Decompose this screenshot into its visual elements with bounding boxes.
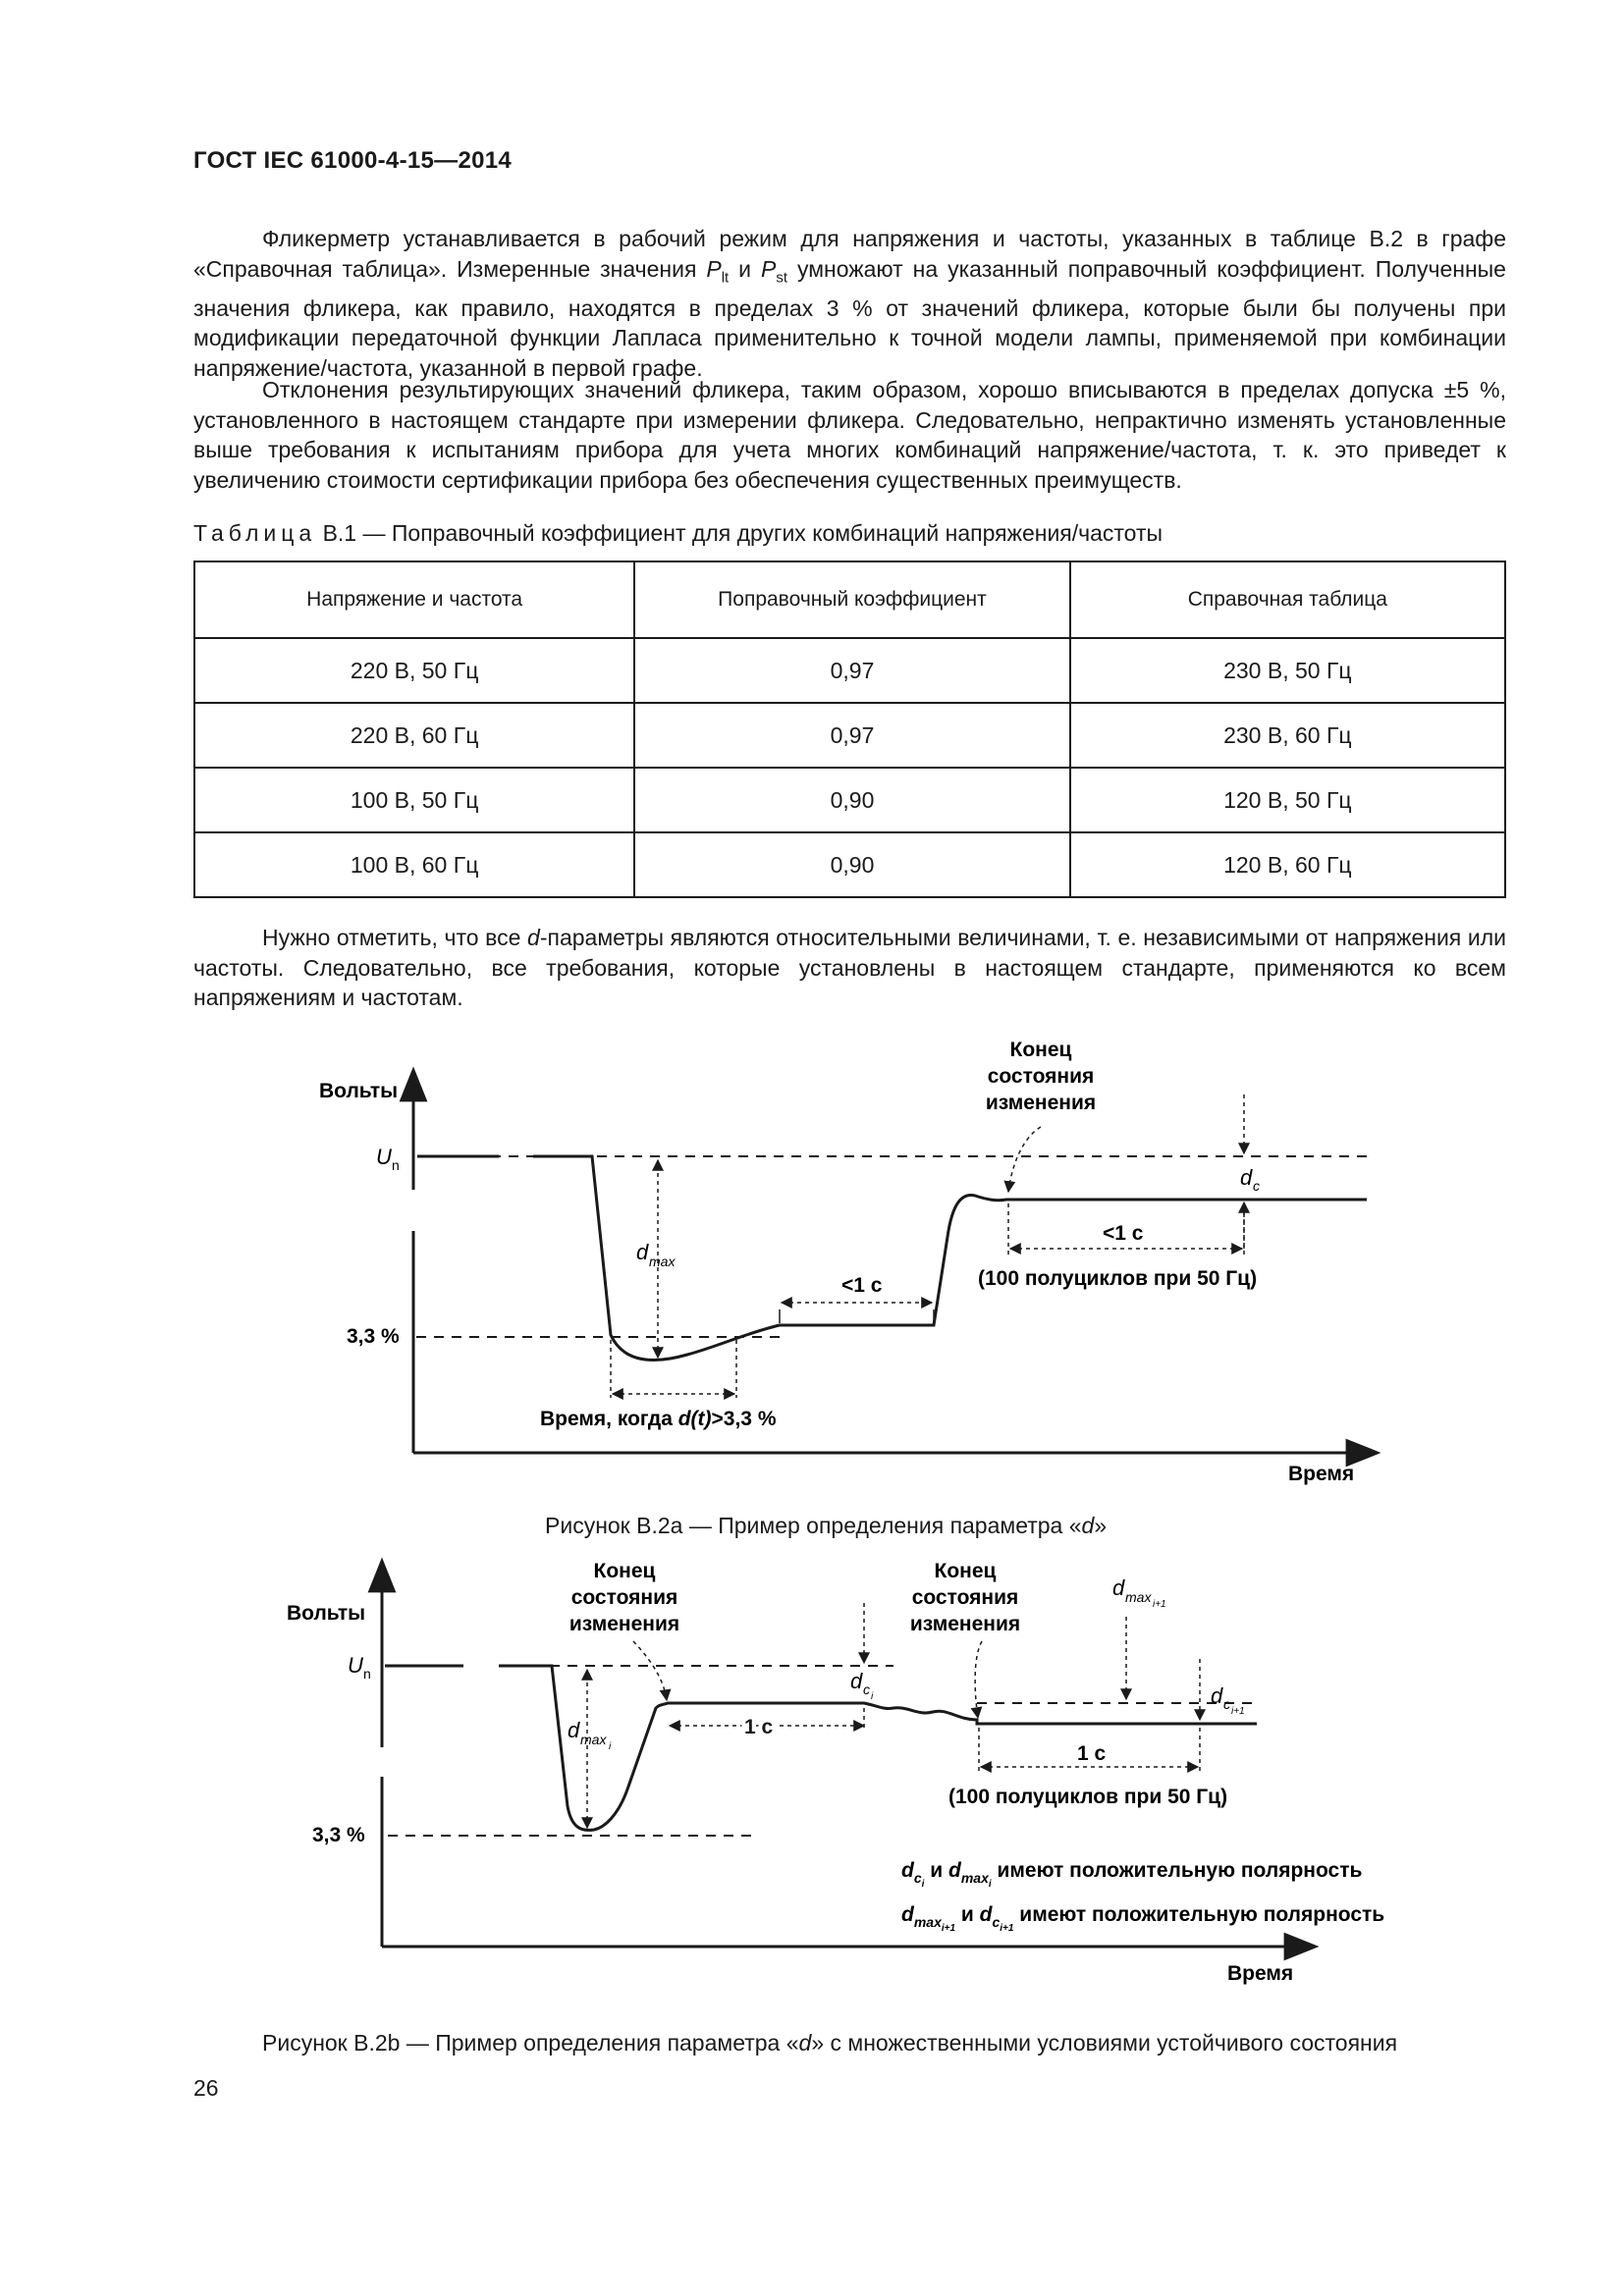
table-caption-text: В.1 — Поправочный коэффициент для других комбинаций напряжения/частоты [316,520,1164,546]
figure-b2a-caption-d: d [1081,1513,1095,1538]
interval-1-label: 1 с [744,1716,774,1738]
figure-b2b-caption-d: d [798,2030,812,2056]
end-state-pointer [1008,1127,1041,1192]
threshold-label: 3,3 % [347,1325,400,1348]
figure-b2a-caption-end: » [1094,1513,1108,1538]
table-cell: 0,97 [634,638,1069,703]
end-state-2-pointer [975,1641,982,1718]
table-cell: 120 В, 50 Гц [1070,768,1505,832]
end-state-1-line3: изменения [568,1613,680,1635]
dc-next-subscript: c [1223,1696,1230,1712]
figure-b2a [319,1039,1378,1485]
table-caption-word: Таблица [193,520,317,546]
table-header-cell: Напряжение и частота [194,561,634,638]
table-cell: 0,90 [634,768,1069,832]
pst-subscript: st [776,269,787,287]
dmax-label: d [636,1240,649,1264]
dc-next-label: d [1211,1683,1223,1708]
dmax-i-subscript: max [580,1732,607,1747]
dmax-next-label: d [1112,1575,1125,1600]
figure-b2b-caption-text: Рисунок В.2b — Пример определения параметра « [262,2030,799,2056]
plt-symbol: P [706,255,722,282]
table-cell: 230 В, 50 Гц [1070,638,1505,703]
figure-b2b-caption-end: » с множественными условиями устойчивого состояния [811,2030,1398,2056]
dmax-next-subscript2: i+1 [1153,1599,1166,1610]
table-cell: 230 В, 60 Гц [1070,703,1505,768]
time-when-label: Время, когда d(t)>3,3 % [540,1408,777,1430]
pst-symbol: P [760,255,777,282]
paragraph-1-and: и [729,255,761,282]
document-header: ГОСТ IEC 61000-4-15—2014 [193,147,513,174]
end-state-2-line3: изменения [909,1613,1021,1635]
un-subscript: n [392,1157,400,1173]
table-header-cell: Справочная таблица [1070,561,1505,638]
dc-i-subscript2: i [871,1691,874,1702]
x-axis-label: Время [1227,1962,1294,1985]
paragraph-1-text-a: Фликерметр устанавливается в рабочий режим для напряжения и частоты, указанных в таблице В.2 в графе «Справочная таблица». Измеренные значения [193,226,1506,282]
table-cell: 220 В, 50 Гц [194,638,634,703]
page-number: 26 [193,2075,219,2101]
dmax-i-subscript2: i [609,1741,612,1752]
y-axis-break [375,1747,389,1777]
table-cell: 0,90 [634,832,1069,897]
x-axis-label: Время [1288,1463,1355,1485]
figure-b2b [287,1560,1384,1985]
un-subscript: n [363,1666,371,1682]
y-axis-label: Вольты [287,1602,366,1625]
half-cycles-label: (100 полуциклов при 50 Гц) [978,1267,1258,1290]
threshold-label: 3,3 % [312,1824,365,1846]
paragraph-1-text-b: умножают на указанный поправочный коэффициент. Полученные значения фликера, как правило, находятся в пределах 3 % от значений фликера, которые были бы получены при модификации передаточной функции Лапласа применительно к точной модели лампы, применяемой при комбинации напряжение/частота, указанной в первой графе. [193,255,1506,381]
dc-i-subscript: c [863,1682,870,1697]
dc-next-subscript2: i+1 [1231,1706,1245,1717]
steady-interval-label: <1 с [1103,1222,1144,1245]
polarity-note-1: $d_ci$ и $d_{max}i$ имеют положительную полярность [901,1859,1363,1890]
half-cycles-label: (100 полуциклов при 50 Гц) [948,1786,1228,1808]
y-axis-break [406,1190,420,1231]
dc-subscript: c [1253,1178,1260,1194]
table-cell: 0,97 [634,703,1069,768]
dc-label: d [1240,1165,1253,1190]
paragraph-2-text: Отклонения результирующих значений фликера, таким образом, хорошо вписываются в пределах допуска ±5 %, установленного в настоящем стандарте при измерении фликера. Следовательно, непрактично изменять установленные выше требования к испытаниям прибора для учета многих комбинаций напряжение/частота, т. к. это приведет к увеличению стоимости сертификации прибора без обеспечения существенных преимуществ. [193,377,1506,493]
end-state-label-line3: изменения [985,1092,1097,1114]
figure-b2b-caption [262,2030,1397,2056]
dmax-i-label: d [568,1718,580,1742]
dmax-next-subscript: max [1125,1589,1152,1605]
table-cell: 100 В, 50 Гц [194,768,634,832]
end-state-1-pointer [633,1641,667,1700]
end-state-2-line2: состояния [911,1586,1019,1609]
end-state-label-line2: состояния [987,1065,1095,1088]
un-label: U [348,1653,363,1678]
recovery-time-label: <1 с [841,1274,883,1297]
table-header-cell: Поправочный коэффициент [634,561,1069,638]
dc-i-label: d [850,1669,863,1693]
y-axis-label: Вольты [319,1080,399,1102]
end-state-label-line1: Конец [1009,1039,1072,1061]
end-state-1-line2: состояния [570,1586,678,1609]
end-state-2-line1: Конец [934,1560,997,1582]
polarity-note-2: $d_{max}i+1$ и $d_ci+1$ имеют положительную полярность [901,1903,1385,1934]
figure-b2a-caption-text: Рисунок В.2а — Пример определения параметра « [545,1513,1082,1538]
table-cell: 220 В, 60 Гц [194,703,634,768]
plt-subscript: lt [721,269,730,287]
paragraph-3-text-a: Нужно отметить, что все [262,925,528,950]
figure-b2a-caption [545,1513,1107,1539]
d-parameter-symbol: d [527,925,540,950]
interval-2-label: 1 с [1077,1742,1107,1765]
table-cell: 120 В, 60 Гц [1070,832,1505,897]
voltage-curve [417,1156,1367,1360]
end-state-1-line1: Конец [593,1560,656,1582]
un-label: U [376,1145,392,1169]
dmax-subscript: max [649,1254,676,1269]
table-cell: 100 В, 60 Гц [194,832,634,897]
paragraph-3-text-b: -параметры являются относительными величинами, т. е. независимыми от напряжения или частоты. Следовательно, все требования, которые установлены в настоящем стандарте, применяются ко всем напряжениям и частотам. [193,925,1506,1010]
